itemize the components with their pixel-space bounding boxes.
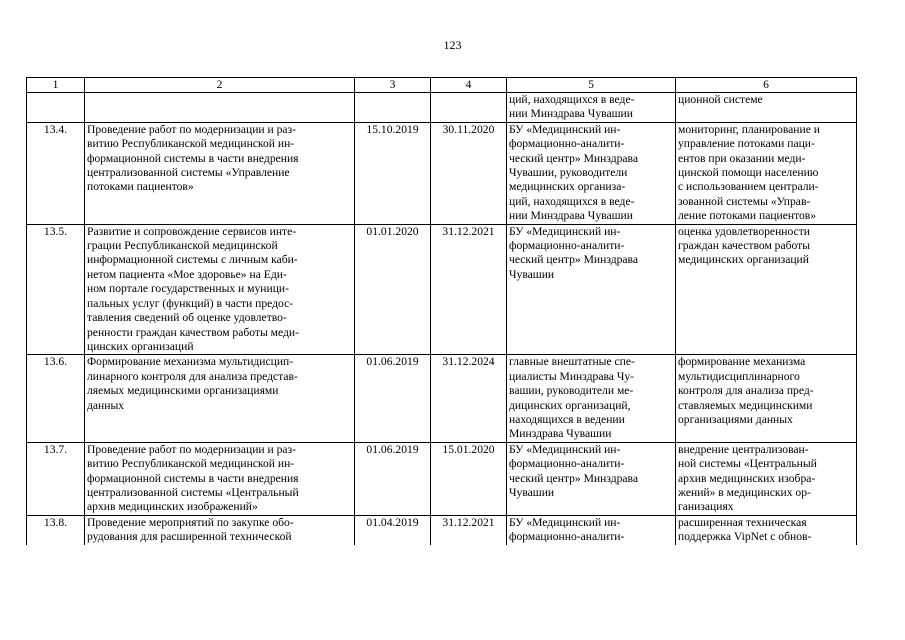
column-header-3: 3 — [355, 78, 431, 93]
result-cell: мониторинг, планирование и управление потоками паци- ентов при оказании меди- цинской помощи населению с использованием централи- зованной системы «Управ- ление потоками пациентов» — [676, 122, 857, 224]
column-header-2: 2 — [85, 78, 355, 93]
start-date-cell: 15.10.2019 — [355, 122, 431, 224]
row-number: 13.8. — [27, 515, 85, 544]
start-date-cell: 01.01.2020 — [355, 224, 431, 355]
row-number: 13.4. — [27, 122, 85, 224]
page-number: 123 — [443, 38, 462, 52]
start-date-cell: 01.06.2019 — [355, 355, 431, 442]
task-cell: Проведение работ по модернизации и раз- витию Республиканской медицинской ин- формационной системы в части внедрения централизованной системы «Управление потоками пациентов» — [85, 122, 355, 224]
end-date-cell: 31.12.2024 — [431, 355, 507, 442]
table-body — [27, 93, 857, 545]
table-row — [27, 355, 857, 442]
result-cell: внедрение централизован- ной системы «Центральный архив медицинских изобра- жений» в медицинских ор- ганизациях — [676, 442, 857, 515]
result-cell: ционной системе — [676, 93, 857, 123]
table-row — [27, 122, 857, 224]
responsible-cell: ций, находящихся в веде- нии Минздрава Чувашии — [507, 93, 676, 123]
end-date-cell: 31.12.2021 — [431, 224, 507, 355]
table-row-continuation — [27, 93, 857, 123]
result-cell: формирование механизма мультидисциплинарного контроля для анализа пред- ставляемых медицинскими организациями данных — [676, 355, 857, 442]
row-number — [27, 93, 85, 123]
column-header-5: 5 — [507, 78, 676, 93]
task-cell: Проведение работ по модернизации и раз- витию Республиканской медицинской ин- формационной системы в части внедрения централизованной системы «Центральный архив медицинских изображений» — [85, 442, 355, 515]
end-date-cell: 31.12.2021 — [431, 515, 507, 544]
table-header-row — [27, 78, 857, 93]
result-cell: расширенная техническая поддержка VipNet с обнов- — [676, 515, 857, 544]
start-date-cell — [355, 93, 431, 123]
end-date-cell — [431, 93, 507, 123]
table-row — [27, 442, 857, 515]
start-date-cell: 01.06.2019 — [355, 442, 431, 515]
column-header-1: 1 — [27, 78, 85, 93]
table-row — [27, 224, 857, 355]
result-cell: оценка удовлетворенности граждан качеством работы медицинских организаций — [676, 224, 857, 355]
task-cell: Развитие и сопровождение сервисов инте- грации Республиканской медицинской информационной системы с личным каби- нетом пациента «Мое здоровье» на Еди- ном портале государственных и муници- пальных услуг (функций) в части предос- тавления сведений об оценке удовлетво- ренности граждан качеством работы меди- цинских организаций — [85, 224, 355, 355]
task-cell: Проведение мероприятий по закупке обо- рудования для расширенной технической — [85, 515, 355, 544]
row-number: 13.5. — [27, 224, 85, 355]
task-cell — [85, 93, 355, 123]
row-number: 13.6. — [27, 355, 85, 442]
plan-table — [26, 77, 857, 545]
start-date-cell: 01.04.2019 — [355, 515, 431, 544]
end-date-cell: 30.11.2020 — [431, 122, 507, 224]
end-date-cell: 15.01.2020 — [431, 442, 507, 515]
responsible-cell: БУ «Медицинский ин- формационно-аналити- ческий центр» Минздрава Чувашии — [507, 224, 676, 355]
responsible-cell: БУ «Медицинский ин- формационно-аналити- ческий центр» Минздрава Чувашии, руководители медицинских организа- ций, находящихся в веде- нии Минздрава Чувашии — [507, 122, 676, 224]
task-cell: Формирование механизма мультидисцип- линарного контроля для анализа представ- ляемых медицинскими организациями данных — [85, 355, 355, 442]
responsible-cell: главные внештатные спе- циалисты Минздрава Чу- вашии, руководители ме- дицинских организаций, находящихся в ведении Минздрава Чувашии — [507, 355, 676, 442]
table-row — [27, 515, 857, 544]
column-header-4: 4 — [431, 78, 507, 93]
responsible-cell: БУ «Медицинский ин- формационно-аналити- — [507, 515, 676, 544]
responsible-cell: БУ «Медицинский ин- формационно-аналити- ческий центр» Минздрава Чувашии — [507, 442, 676, 515]
row-number: 13.7. — [27, 442, 85, 515]
column-header-6: 6 — [676, 78, 857, 93]
